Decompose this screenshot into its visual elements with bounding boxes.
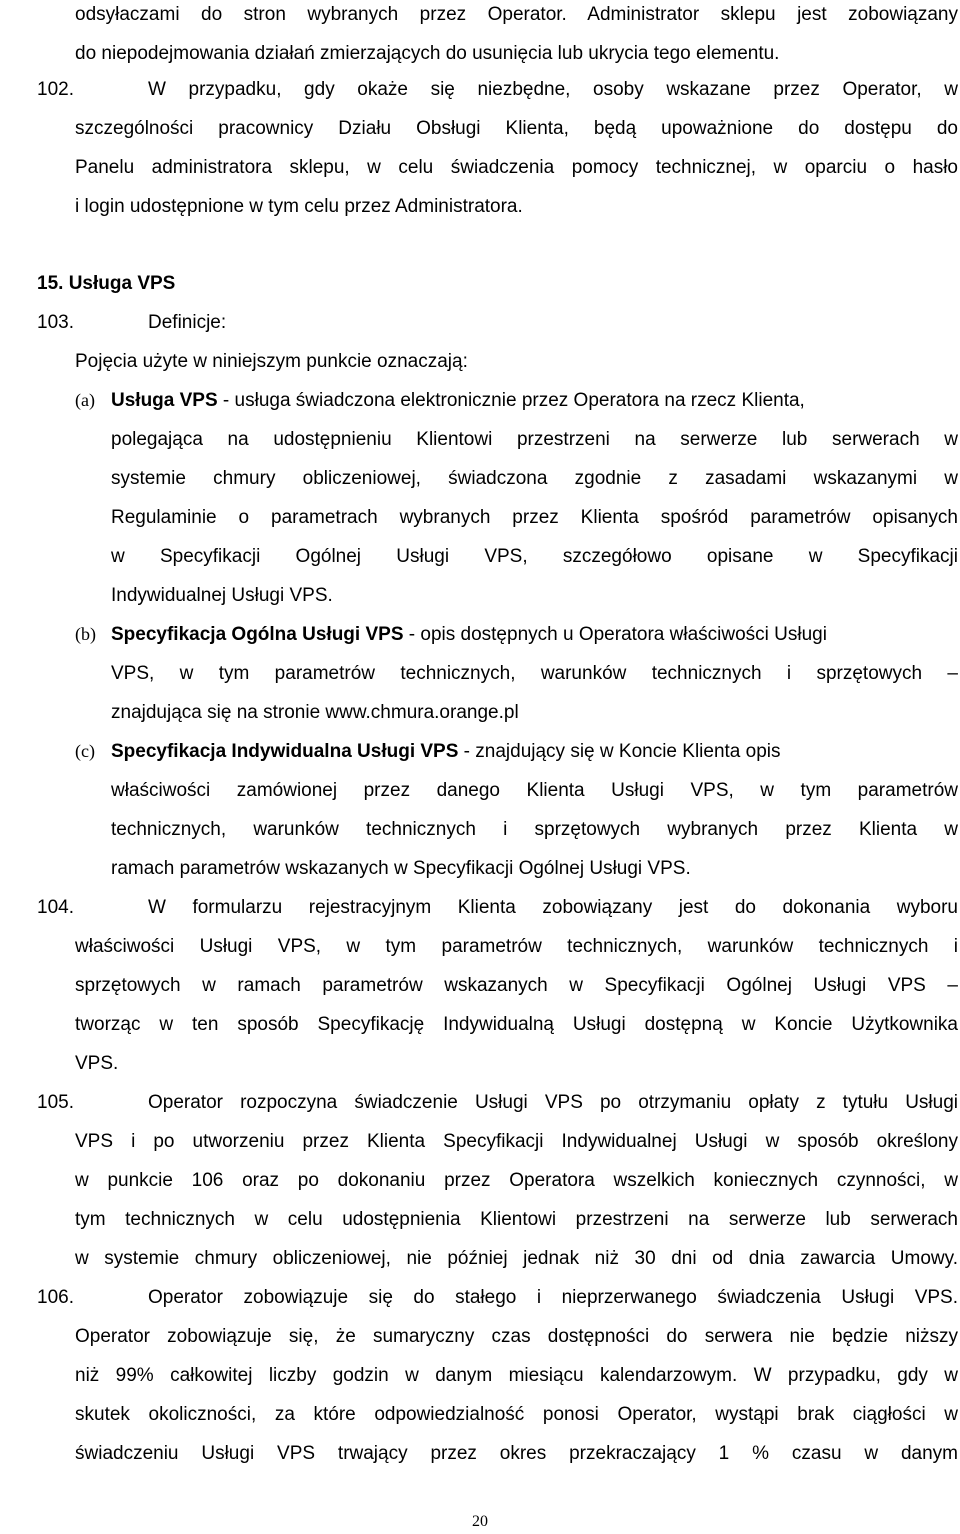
section-heading: 15. Usługa VPS xyxy=(37,273,176,294)
p105-line-1: Operator rozpoczyna świadczenie Usługi VPS po otrzymaniu opłaty z tytułu Usługi xyxy=(148,1092,958,1113)
item-letter-b: (b) xyxy=(75,624,96,644)
item-b-term: Specyfikacja Ogólna Usługi VPS xyxy=(111,624,404,645)
intro-line-1: odsyłaczami do stron wybranych przez Operator. Administrator sklepu jest zobowiązany xyxy=(75,4,958,25)
p103-title: Definicje: xyxy=(148,312,227,333)
p106-line-1: Operator zobowiązuje się do stałego i nieprzerwanego świadczenia Usługi VPS. xyxy=(148,1287,958,1308)
p105-line-3: w punkcie 106 oraz po dokonaniu przez Operatora wszelkich koniecznych czynności, w xyxy=(75,1170,958,1191)
page-number: 20 xyxy=(472,1513,488,1530)
p104-line-4: tworząc w ten sposób Specyfikację Indywidualną Usługi dostępną w Koncie Użytkownika xyxy=(75,1014,958,1035)
item-letter-c: (c) xyxy=(75,741,95,761)
p106-line-5: świadczeniu Usługi VPS trwający przez okres przekraczający 1 % czasu w danym xyxy=(75,1443,958,1464)
item-a-line-2: polegająca na udostępnieniu Klientowi przestrzeni na serwerze lub serwerach w xyxy=(111,429,958,450)
item-c-line-1 xyxy=(111,732,781,771)
p106-line-4: skutek okoliczności, za które odpowiedzialność ponosi Operator, wystąpi brak ciągłości w xyxy=(75,1404,958,1425)
paragraph-number-102: 102. xyxy=(37,79,74,100)
p102-line-4: i login udostępnione w tym celu przez Administratora. xyxy=(75,196,523,217)
paragraph-number-106: 106. xyxy=(37,1287,74,1308)
p105-line-2: VPS i po utworzeniu przez Klienta Specyfikacji Indywidualnej Usługi w sposób określony xyxy=(75,1131,958,1152)
p102-line-2: szczególności pracownicy Działu Obsługi Klienta, będą upoważnione do dostępu do xyxy=(75,118,958,139)
item-b-text-1: - opis dostępnych u Operatora właściwości Usługi xyxy=(403,624,827,645)
item-b-line-1 xyxy=(111,615,827,654)
item-a-line-1 xyxy=(111,381,805,420)
p104-line-1: W formularzu rejestracyjnym Klienta zobowiązany jest do dokonania wyboru xyxy=(148,897,958,918)
p103-lead: Pojęcia użyte w niniejszym punkcie oznaczają: xyxy=(75,351,468,372)
item-c-text-1: - znajdujący się w Koncie Klienta opis xyxy=(458,741,781,762)
p104-line-2: właściwości Usługi VPS, w tym parametrów technicznych, warunków technicznych i xyxy=(75,936,958,957)
p102-line-3: Panelu administratora sklepu, w celu świadczenia pomocy technicznej, w oparciu o hasło xyxy=(75,157,958,178)
p105-line-4: tym technicznych w celu udostępnienia Klientowi przestrzeni na serwerze lub serwerach xyxy=(75,1209,958,1230)
item-c-line-3: technicznych, warunków technicznych i sprzętowych wybranych przez Klienta w xyxy=(111,819,958,840)
p105-line-5: w systemie chmury obliczeniowej, nie później jednak niż 30 dni od dnia zawarcia Umowy. xyxy=(75,1248,958,1269)
p104-line-5: VPS. xyxy=(75,1053,119,1074)
item-b-line-3: znajdująca się na stronie www.chmura.orange.pl xyxy=(111,702,519,723)
item-c-line-2: właściwości zamówionej przez danego Klienta Usługi VPS, w tym parametrów xyxy=(111,780,958,801)
intro-line-2: do niepodejmowania działań zmierzających do usunięcia lub ukrycia tego elementu. xyxy=(75,43,780,64)
paragraph-number-105: 105. xyxy=(37,1092,74,1113)
item-a-term: Usługa VPS xyxy=(111,390,218,411)
p104-line-3: sprzętowych w ramach parametrów wskazanych w Specyfikacji Ogólnej Usługi VPS – xyxy=(75,975,958,996)
item-c-line-4: ramach parametrów wskazanych w Specyfikacji Ogólnej Usługi VPS. xyxy=(111,858,691,879)
paragraph-number-104: 104. xyxy=(37,897,74,918)
item-letter-a: (a) xyxy=(75,390,95,410)
p102-line-1: W przypadku, gdy okaże się niezbędne, osoby wskazane przez Operator, w xyxy=(148,79,958,100)
item-a-line-5: w Specyfikacji Ogólnej Usługi VPS, szczegółowo opisane w Specyfikacji xyxy=(111,546,958,567)
p106-line-2: Operator zobowiązuje się, że sumaryczny czas dostępności do serwera nie będzie niższy xyxy=(75,1326,958,1347)
item-c-term: Specyfikacja Indywidualna Usługi VPS xyxy=(111,741,459,762)
item-b-line-2: VPS, w tym parametrów technicznych, warunków technicznych i sprzętowych – xyxy=(111,663,958,684)
item-a-line-3: systemie chmury obliczeniowej, świadczona zgodnie z zasadami wskazanymi w xyxy=(111,468,958,489)
paragraph-number-103: 103. xyxy=(37,312,74,333)
item-a-text-1: - usługa świadczona elektronicznie przez Operatora na rzecz Klienta, xyxy=(217,390,805,411)
item-a-line-6: Indywidualnej Usługi VPS. xyxy=(111,585,333,606)
item-a-line-4: Regulaminie o parametrach wybranych przez Klienta spośród parametrów opisanych xyxy=(111,507,958,528)
p106-line-3: niż 99% całkowitej liczby godzin w danym miesiącu kalendarzowym. W przypadku, gdy w xyxy=(75,1365,958,1386)
